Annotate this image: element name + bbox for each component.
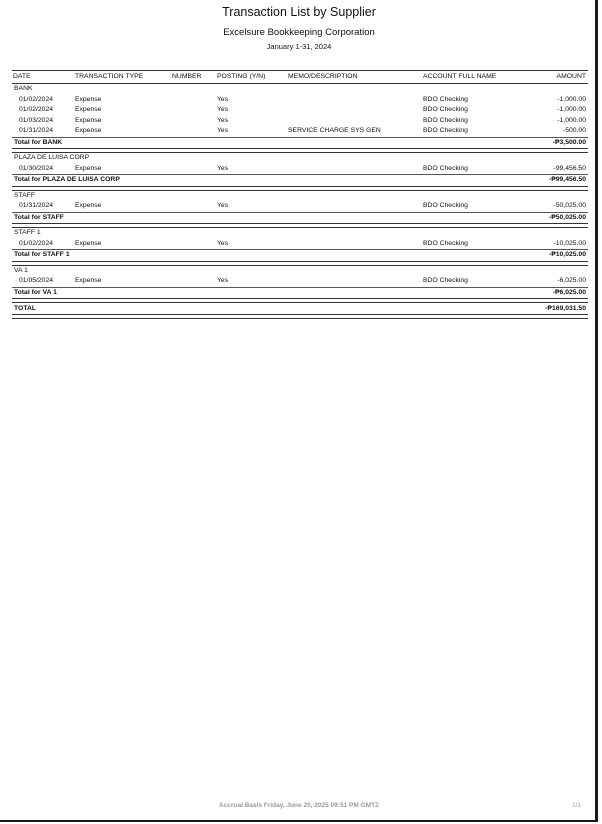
supplier-group-heading bbox=[12, 266, 588, 277]
report-period: January 1-31, 2024 bbox=[266, 42, 332, 51]
cell-account: BDO Checking bbox=[423, 202, 468, 209]
supplier-group-heading bbox=[12, 228, 588, 239]
header-account: ACCOUNT FULL NAME bbox=[423, 73, 497, 80]
cell-date: 01/02/2024 bbox=[19, 239, 54, 247]
group-total-amount: -₱99,456.50 bbox=[548, 176, 586, 183]
supplier-groups bbox=[12, 84, 588, 303]
group-total-row bbox=[12, 174, 588, 186]
page-number: 1/1 bbox=[571, 802, 581, 809]
cell-transaction-type: Expense bbox=[75, 239, 102, 247]
cell-account: BDO Checking bbox=[423, 95, 468, 103]
cell-amount: -1,000.00 bbox=[557, 116, 586, 124]
report-title: Transaction List by Supplier bbox=[222, 5, 376, 19]
cell-transaction-type: Expense bbox=[75, 164, 102, 172]
table-row bbox=[12, 95, 588, 106]
company-name: Excelsure Bookkeeping Corporation bbox=[223, 27, 375, 38]
table-header bbox=[12, 70, 588, 84]
cell-date: 01/03/2024 bbox=[19, 116, 54, 124]
cell-amount: -1,000.00 bbox=[557, 106, 586, 113]
cell-account: BDO Checking bbox=[423, 164, 468, 172]
cell-amount: -99,456.50 bbox=[553, 164, 586, 172]
header-date: DATE bbox=[13, 73, 31, 80]
grand-total-label: TOTAL bbox=[14, 305, 37, 312]
header-amount: AMOUNT bbox=[556, 73, 586, 80]
group-total-row bbox=[12, 137, 588, 149]
cell-date: 01/30/2024 bbox=[19, 164, 54, 172]
grand-total-amount: -₱169,031.50 bbox=[545, 305, 586, 312]
header-number: NUMBER bbox=[172, 73, 202, 80]
cell-transaction-type: Expense bbox=[75, 95, 102, 103]
group-total-amount: -₱3,500.00 bbox=[552, 138, 586, 146]
supplier-name: STAFF 1 bbox=[14, 229, 41, 236]
table-row bbox=[12, 126, 588, 137]
cell-posting: Yes bbox=[217, 127, 229, 134]
cell-date: 01/05/2024 bbox=[19, 277, 54, 284]
cell-posting: Yes bbox=[217, 164, 229, 172]
table-row bbox=[12, 276, 588, 287]
cell-amount: -1,000.00 bbox=[557, 95, 586, 103]
cell-transaction-type: Expense bbox=[75, 127, 102, 134]
cell-account: BDO Checking bbox=[423, 239, 468, 247]
cell-posting: Yes bbox=[217, 106, 229, 113]
cell-memo: SERVICE CHARGE SYS GEN bbox=[288, 127, 381, 134]
cell-amount: -6,025.00 bbox=[557, 277, 586, 284]
supplier-group-heading bbox=[12, 153, 588, 164]
group-total-label: Total for BANK bbox=[14, 138, 63, 146]
table-row bbox=[12, 239, 588, 250]
supplier-group-heading bbox=[12, 84, 588, 95]
supplier-group-heading bbox=[12, 191, 588, 202]
cell-amount: -500.00 bbox=[562, 127, 586, 134]
group-total-label: Total for STAFF 1 bbox=[14, 251, 70, 258]
supplier-name: PLAZA DE LUISA CORP bbox=[14, 154, 90, 161]
cell-date: 01/02/2024 bbox=[19, 106, 54, 113]
group-total-label: Total for PLAZA DE LUISA CORP bbox=[14, 176, 120, 183]
header-posting: POSTING (Y/N) bbox=[217, 73, 266, 80]
cell-posting: Yes bbox=[217, 239, 229, 247]
cell-date: 01/02/2024 bbox=[19, 95, 54, 103]
cell-transaction-type: Expense bbox=[75, 116, 102, 124]
cell-transaction-type: Expense bbox=[75, 277, 102, 284]
cell-account: BDO Checking bbox=[423, 277, 468, 284]
cell-amount: -50,025.00 bbox=[553, 202, 586, 209]
report-footer: Accrual Basis Friday, June 20, 2025 09:51 PM GMTZ bbox=[219, 802, 379, 809]
cell-account: BDO Checking bbox=[423, 116, 468, 124]
cell-posting: Yes bbox=[217, 202, 229, 209]
cell-posting: Yes bbox=[217, 116, 229, 124]
header-memo: MEMO/DESCRIPTION bbox=[288, 73, 358, 80]
supplier-name: STAFF bbox=[14, 191, 36, 199]
group-total-row bbox=[12, 249, 588, 261]
table-row bbox=[12, 164, 588, 175]
group-total-label: Total for VA 1 bbox=[14, 288, 57, 296]
group-total-row bbox=[12, 287, 588, 299]
cell-transaction-type: Expense bbox=[75, 106, 102, 113]
group-total-row bbox=[12, 212, 588, 224]
cell-account: BDO Checking bbox=[423, 106, 468, 113]
cell-posting: Yes bbox=[217, 95, 229, 103]
group-total-amount: -₱10,025.00 bbox=[548, 251, 586, 258]
cell-transaction-type: Expense bbox=[75, 202, 102, 209]
table-row bbox=[12, 201, 588, 212]
grand-total-underline bbox=[12, 314, 588, 319]
cell-date: 01/31/2024 bbox=[19, 202, 54, 209]
header-transaction-type: TRANSACTION TYPE bbox=[75, 73, 144, 80]
transaction-table bbox=[12, 70, 588, 319]
supplier-name: VA 1 bbox=[14, 266, 28, 274]
group-total-amount: -₱50,025.00 bbox=[548, 213, 586, 221]
cell-posting: Yes bbox=[217, 277, 229, 284]
group-total-amount: -₱6,025.00 bbox=[552, 288, 586, 296]
table-row bbox=[12, 105, 588, 116]
cell-account: BDO Checking bbox=[423, 127, 468, 134]
grand-total-row bbox=[12, 303, 588, 314]
group-total-label: Total for STAFF bbox=[14, 213, 64, 221]
table-row bbox=[12, 116, 588, 127]
cell-date: 01/31/2024 bbox=[19, 127, 54, 134]
cell-amount: -10,025.00 bbox=[553, 239, 586, 247]
supplier-name: BANK bbox=[14, 85, 33, 92]
